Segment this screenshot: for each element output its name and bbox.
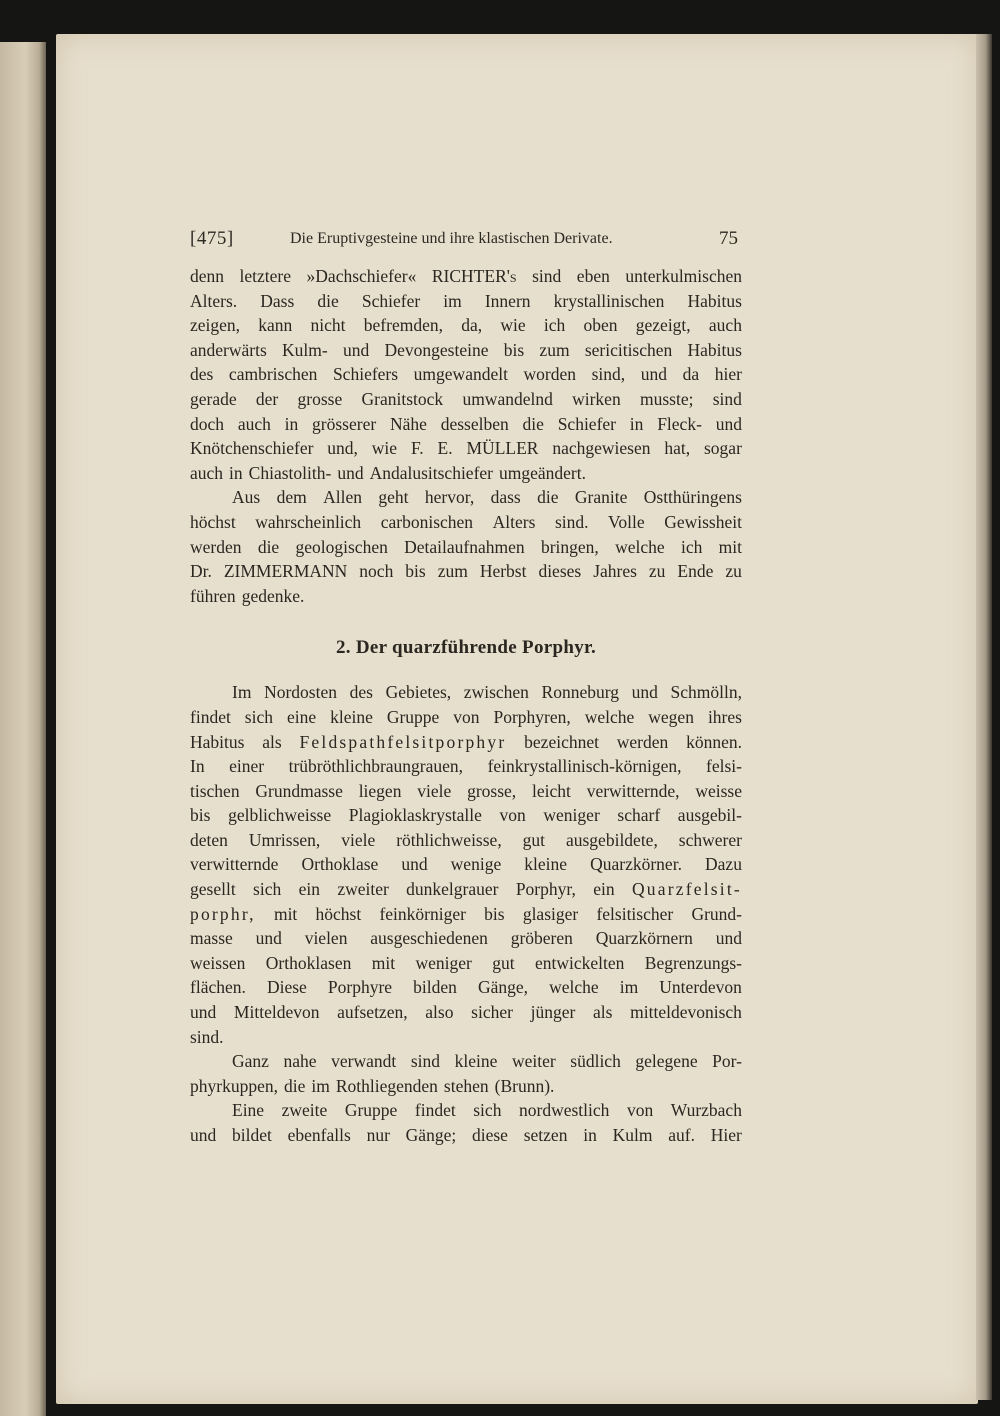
section-heading: 2. Der quarzführende Porphyr. <box>335 637 597 659</box>
text-line: und bildet ebenfalls nur Gänge; diese setzen in Kulm auf. Hier <box>190 1125 742 1145</box>
running-title: Die Eruptivgesteine und ihre klastischen Derivate. <box>290 230 613 247</box>
text-line: porphr, mit höchst feinkörniger bis glasiger felsitischer Grund- <box>190 903 742 924</box>
text-line: Knötchenschiefer und, wie F. E. MÜLLER nachgewiesen hat, sogar <box>190 438 742 459</box>
text-line: Im Nordosten des Gebietes, zwischen Ronneburg und Schmölln, <box>232 682 742 703</box>
paragraphs-granite <box>190 264 742 608</box>
text-line: denn letztere »Dachschiefer« RICHTER's sind eben unterkulmischen <box>190 266 742 286</box>
paragraphs-porphyr <box>190 680 742 1147</box>
text-line: In einer trübröthlichbraungrauen, feinkrystallinisch-körnigen, felsi- <box>190 756 742 777</box>
running-head <box>190 225 740 255</box>
text-line: gerade der grosse Granitstock umwandelnd wirken musste; sind <box>190 388 742 409</box>
text-line: zeigen, kann nicht befremden, da, wie ich oben gezeigt, auch <box>190 315 742 336</box>
text-line: werden die geologischen Detailaufnahmen bringen, welche ich mit <box>190 536 742 557</box>
page-number: 75 <box>719 228 738 249</box>
text-line: Aus dem Allen geht hervor, dass die Granite Ostthüringens <box>232 487 742 508</box>
text-line: und Mitteldevon aufsetzen, also sicher jünger als mitteldevonisch <box>190 1002 742 1023</box>
text-line: deten Umrissen, viele röthlichweisse, gut ausgebildete, schwerer <box>190 829 742 850</box>
text-line: Habitus als Feldspathfelsitporphyr bezeichnet werden können. <box>190 731 742 752</box>
text-line: doch auch in grösserer Nähe desselben die Schiefer in Fleck- und <box>190 413 742 434</box>
text-line: verwitternde Orthoklase und wenige kleine Quarzkörner. Dazu <box>190 854 742 875</box>
text-line: weissen Orthoklasen mit weniger gut entwickelten Begrenzungs- <box>190 952 742 973</box>
text-line: Ganz nahe verwandt sind kleine weiter südlich gelegene Por- <box>232 1051 742 1072</box>
left-page-edge <box>0 42 46 1416</box>
page-stack-edge <box>976 34 992 1400</box>
text-line: phyrkuppen, die im Rothliegenden stehen (Brunn). <box>190 1075 555 1096</box>
text-line: führen gedenke. <box>190 585 305 606</box>
text-line: bis gelblichweisse Plagioklaskrystalle von weniger scharf ausgebil- <box>190 805 742 826</box>
text-line: anderwärts Kulm- und Devongesteine bis zum sericitischen Habitus <box>190 339 742 360</box>
text-line: Alters. Dass die Schiefer im Innern krystallinischen Habitus <box>190 290 742 311</box>
text-line: höchst wahrscheinlich carbonischen Alters sind. Volle Gewissheit <box>190 511 742 532</box>
body-text <box>190 264 742 1148</box>
text-line: masse und vielen ausgeschiedenen gröberen Quarzkörnern und <box>190 928 742 949</box>
text-line: des cambrischen Schiefers umgewandelt worden sind, und da hier <box>190 364 742 385</box>
text-line: tischen Grundmasse liegen viele grosse, leicht verwitternde, weisse <box>190 780 742 801</box>
text-line: auch in Chiastolith- und Andalusitschiefer umgeändert. <box>190 462 586 483</box>
text-line: Dr. ZIMMERMANN noch bis zum Herbst dieses Jahres zu Ende zu <box>190 561 742 582</box>
text-line: sind. <box>190 1026 224 1047</box>
text-line: gesellt sich ein zweiter dunkelgrauer Porphyr, ein Quarzfelsit- <box>190 879 742 900</box>
text-line: flächen. Diese Porphyre bilden Gänge, welche im Unterdevon <box>190 977 742 998</box>
text-line: Eine zweite Gruppe findet sich nordwestlich von Wurzbach <box>232 1100 742 1121</box>
text-line: findet sich eine kleine Gruppe von Porphyren, welche wegen ihres <box>190 706 742 727</box>
bracket-page-number: [475] <box>190 228 234 249</box>
